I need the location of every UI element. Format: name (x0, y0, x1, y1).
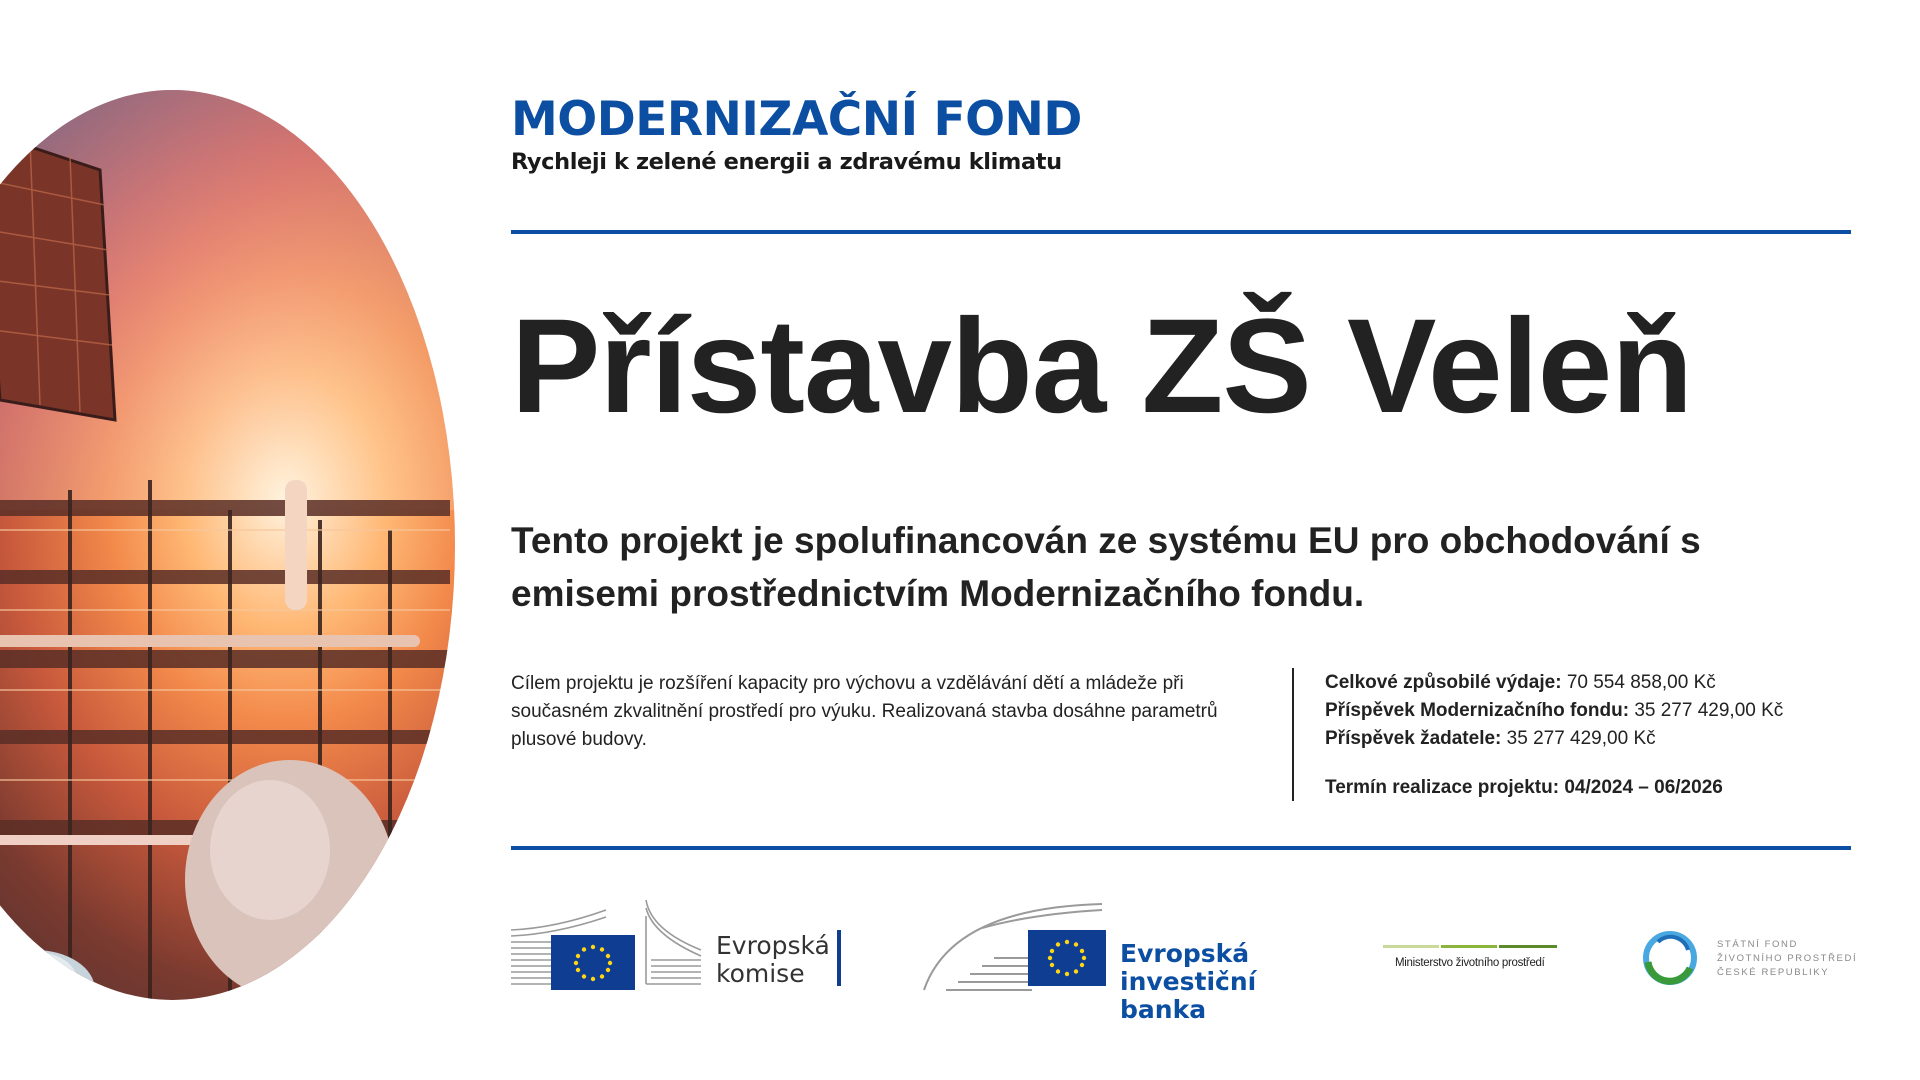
vertical-divider (1292, 668, 1294, 801)
eu-flag-icon (551, 935, 635, 990)
eu-flag-icon (1028, 930, 1106, 986)
brand-title: MODERNIZAČNÍ FOND (511, 92, 1082, 147)
divider-bottom (511, 846, 1851, 850)
eib-arc-icon (922, 898, 1112, 993)
divider-top (511, 230, 1851, 234)
mzp-logo (1383, 945, 1558, 975)
ec-building-icon (511, 890, 711, 990)
project-description: Cílem projektu je rozšíření kapacity pro výchovu a vzdělávání dětí a mládeže při současném zkvalitnění prostředí pro výuku. Realizovaná stavba dosáhne parametrů plusové budovy. (511, 673, 1218, 750)
eib-label: Evropská investiční banka (1120, 939, 1257, 1024)
evropska-komise-logo (511, 890, 851, 990)
project-facts (1325, 669, 1783, 802)
circle-swirl-icon (1642, 928, 1702, 988)
evropska-investicni-banka-logo (922, 898, 1302, 1024)
hero-photo-industrial (0, 90, 455, 1000)
modernizacni-fond-logo (511, 92, 1082, 175)
mzp-label: Ministerstvo životního prostředí (1395, 957, 1545, 969)
sfzp-logo (1642, 928, 1857, 988)
fact-total-costs: Celkové způsobilé výdaje: 70 554 858,00 Kč (1325, 672, 1716, 693)
brand-subtitle: Rychleji k zelené energii a zdravému klimatu (511, 149, 1062, 175)
sfzp-label: STÁTNÍ FOND ŽIVOTNÍHO PROSTŘEDÍ ČESKÉ REPUBLIKY (1717, 939, 1858, 978)
industrial-plant-illustration (0, 90, 455, 1000)
fact-applicant-contribution: Příspěvek žadatele: 35 277 429,00 Kč (1325, 728, 1656, 749)
funding-statement: Tento projekt je spolufinancován ze systému EU pro obchodování s emisemi prostřednictvím Modernizačního fondu. (511, 520, 1701, 614)
ek-label: Evropská komise (716, 931, 830, 988)
fact-mf-contribution: Příspěvek Modernizačního fondu: 35 277 429,00 Kč (1325, 700, 1784, 721)
fact-project-term: Termín realizace projektu: 04/2024 – 06/2026 (1325, 777, 1723, 798)
ek-divider (837, 930, 841, 986)
project-title: Přístavba ZŠ Veleň (511, 292, 1693, 441)
